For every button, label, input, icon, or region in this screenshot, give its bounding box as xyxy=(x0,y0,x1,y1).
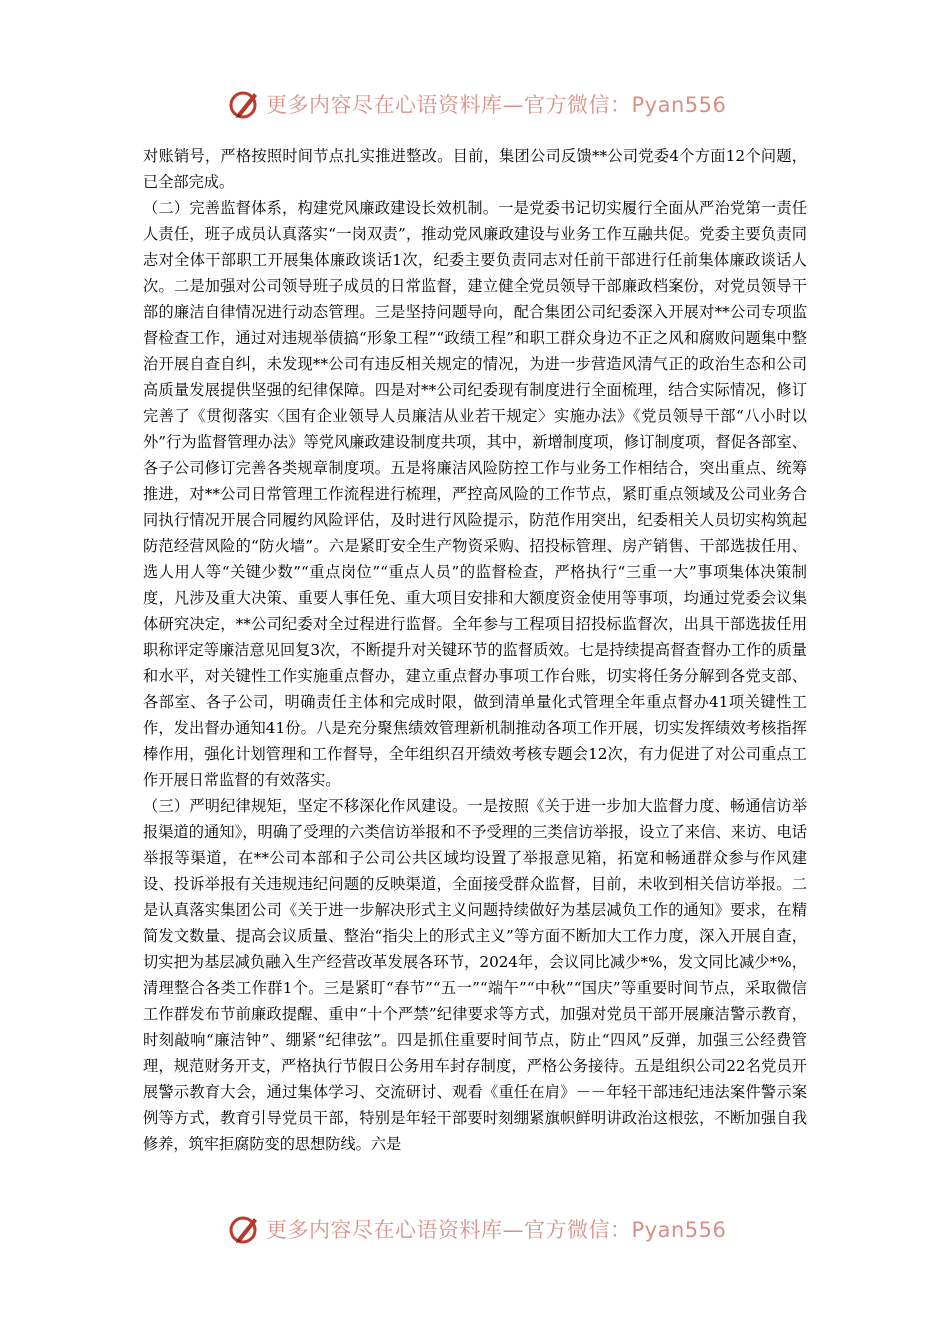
footer-banner xyxy=(228,1209,726,1249)
footer-banner-text: 更多内容尽在心语资料库—官方微信：Pyan556 xyxy=(266,1218,727,1242)
pen-circle-logo-icon xyxy=(228,1212,262,1246)
document-body xyxy=(143,143,807,1157)
pen-circle-logo-icon xyxy=(228,87,262,121)
body-paragraph-3: （三）严明纪律规矩，坚定不移深化作风建设。一是按照《关于进一步加大监督力度、畅通信访举报渠道的通知》，明确了受理的六类信访举报和不予受理的三类信访举报，设立了来信、来访、电话举报等渠道，在**公司本部和子公司公共区域均设置了举报意见箱，拓宽和畅通群众参与作风建设、投诉举报有关违规违纪问题的反映渠道，全面接受群众监督，目前，未收到相关信访举报。二是认真落实集团公司《关于进一步解决形式主义问题持续做好为基层减负工作的通知》要求，在精简发文数量、提高会议质量、整治“指尖上的形式主义”等方面不断加大工作力度，深入开展自查，切实把为基层减负融入生产经营改革发展各环节，2024年，会议同比减少*%，发文同比减少*%，清理整合各类工作群1个。三是紧盯“春节”“五一”“端午”“中秋”“国庆”等重要时间节点，采取微信工作群发布节前廉政提醒、重申“十个严禁”纪律要求等方式，加强对党员干部开展廉洁警示教育，时刻敲响“廉洁钟”、绷紧“纪律弦”。四是抓住重要时间节点，防止“四风”反弹，加强三公经费管理，规范财务开支，严格执行节假日公务用车封存制度，严格公务接待。五是组织公司22名党员开展警示教育大会，通过集体学习、交流研讨、观看《重任在肩》－－年轻干部违纪违法案件警示案例等方式，教育引导党员干部，特别是年轻干部要时刻绷紧旗帜鲜明讲政治这根弦，不断加强自我修养，筑牢拒腐防变的思想防线。六是 xyxy=(143,797,807,1153)
header-banner-text: 更多内容尽在心语资料库—官方微信：Pyan556 xyxy=(266,93,727,117)
body-paragraph-1: 对账销号，严格按照时间节点扎实推进整改。目前，集团公司反馈**公司党委4个方面12个问题，已全部完成。 xyxy=(143,147,807,191)
body-paragraph-2: （二）完善监督体系，构建党风廉政建设长效机制。一是党委书记切实履行全面从严治党第一责任人责任，班子成员认真落实“一岗双责”，推动党风廉政建设与业务工作互融共促。党委主要负责同志对全体干部职工开展集体廉政谈话1次，纪委主要负责同志对任前干部进行任前集体廉政谈话人次。二是加强对公司领导班子成员的日常监督，建立健全党员领导干部廉政档案份，对党员领导干部的廉洁自律情况进行动态管理。三是坚持问题导向，配合集团公司纪委深入开展对**公司专项监督检查工作，通过对违规举债搞“形象工程”“政绩工程”和职工群众身边不正之风和腐败问题集中整治开展自查自纠，未发现**公司有违反相关规定的情况，为进一步营造风清气正的政治生态和公司高质量发展提供坚强的纪律保障。四是对**公司纪委现有制度进行全面梳理，结合实际情况，修订完善了《贯彻落实〈国有企业领导人员廉洁从业若干规定〉实施办法》《党员领导干部“八小时以外”行为监督管理办法》等党风廉政建设制度共项，其中，新增制度项，修订制度项，督促各部室、各子公司修订完善各类规章制度项。五是将廉洁风险防控工作与业务工作相结合，突出重点、统筹推进，对**公司日常管理工作流程进行梳理，严控高风险的工作节点，紧盯重点领域及公司业务合同执行情况开展合同履约风险评估，及时进行风险提示，防范作用突出，纪委相关人员切实构筑起防范经营风险的“防火墙”。六是紧盯安全生产物资采购、招投标管理、房产销售、干部选拔任用、选人用人等“关键少数”“重点岗位”“重点人员”的监督检查，严格执行“三重一大”事项集体决策制度，凡涉及重大决策、重要人事任免、重大项目安排和大额度资金使用等事项，均通过党委会议集体研究决定，**公司纪委对全过程进行监督。全年参与工程项目招投标监督次，出具干部选拔任用职称评定等廉洁意见回复3次，不断提升对关键环节的监督质效。七是持续提高督查督办工作的质量和水平，对关键性工作实施重点督办，建立重点督办事项工作台账，切实将任务分解到各党支部、各部室、各子公司，明确责任主体和完成时限，做到清单量化式管理全年重点督办41项关键性工作，发出督办通知41份。八是充分聚焦绩效管理新机制推动各项工作开展，切实发挥绩效考核指挥棒作用，强化计划管理和工作督导，全年组织召开绩效考核专题会12次，有力促进了对公司重点工作开展日常监督的有效落实。 xyxy=(143,199,807,789)
header-banner xyxy=(228,84,726,124)
